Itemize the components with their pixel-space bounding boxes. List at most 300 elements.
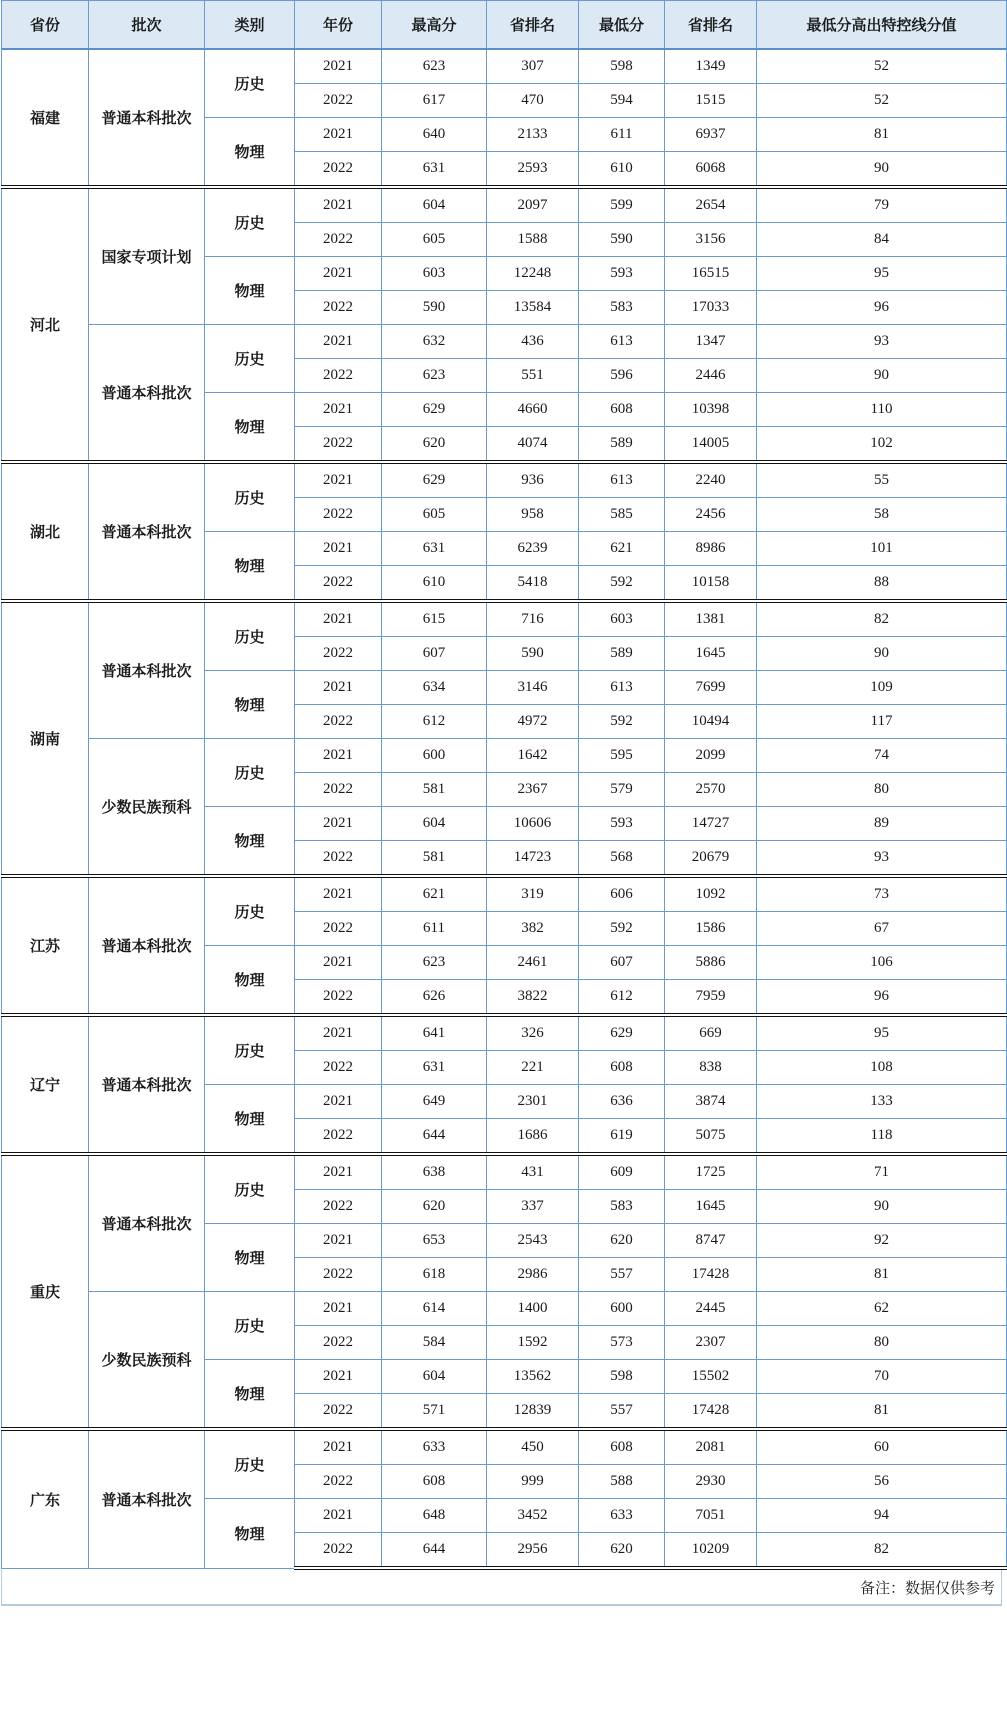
category-cell: 物理 — [205, 1499, 295, 1569]
year-cell: 2021 — [295, 118, 382, 152]
max-rank-cell: 431 — [487, 1154, 579, 1190]
year-cell: 2022 — [295, 359, 382, 393]
year-cell: 2021 — [295, 946, 382, 980]
year-cell: 2022 — [295, 841, 382, 877]
category-cell: 历史 — [205, 601, 295, 671]
min-score-cell: 557 — [579, 1394, 665, 1430]
min-score-cell: 593 — [579, 807, 665, 841]
year-cell: 2021 — [295, 1429, 382, 1465]
min-rank-cell: 2081 — [665, 1429, 757, 1465]
max-score-cell: 611 — [382, 912, 487, 946]
province-cell: 河北 — [2, 187, 89, 462]
min-rank-cell: 17033 — [665, 291, 757, 325]
min-rank-cell: 7051 — [665, 1499, 757, 1533]
min-rank-cell: 669 — [665, 1015, 757, 1051]
above-line-cell: 133 — [757, 1085, 1007, 1119]
above-line-cell: 74 — [757, 739, 1007, 773]
batch-cell: 少数民族预科 — [89, 1292, 205, 1430]
min-rank-cell: 7959 — [665, 980, 757, 1016]
above-line-cell: 88 — [757, 566, 1007, 602]
min-rank-cell: 1586 — [665, 912, 757, 946]
min-score-cell: 610 — [579, 152, 665, 188]
above-line-cell: 101 — [757, 532, 1007, 566]
max-rank-cell: 470 — [487, 84, 579, 118]
max-rank-cell: 2543 — [487, 1224, 579, 1258]
max-rank-cell: 2097 — [487, 187, 579, 223]
year-cell: 2021 — [295, 49, 382, 84]
year-cell: 2021 — [295, 876, 382, 912]
above-line-cell: 70 — [757, 1360, 1007, 1394]
category-cell: 历史 — [205, 739, 295, 807]
min-score-cell: 557 — [579, 1258, 665, 1292]
min-score-cell: 608 — [579, 1051, 665, 1085]
min-rank-cell: 10398 — [665, 393, 757, 427]
max-rank-cell: 551 — [487, 359, 579, 393]
min-rank-cell: 1347 — [665, 325, 757, 359]
max-score-cell: 644 — [382, 1533, 487, 1569]
min-score-cell: 568 — [579, 841, 665, 877]
max-score-cell: 608 — [382, 1465, 487, 1499]
year-cell: 2021 — [295, 1085, 382, 1119]
year-cell: 2022 — [295, 84, 382, 118]
year-cell: 2022 — [295, 980, 382, 1016]
min-rank-cell: 10209 — [665, 1533, 757, 1569]
max-score-cell: 633 — [382, 1429, 487, 1465]
max-score-cell: 605 — [382, 223, 487, 257]
table-row — [2, 49, 1007, 84]
min-score-cell: 589 — [579, 637, 665, 671]
min-rank-cell: 1645 — [665, 1190, 757, 1224]
min-score-cell: 592 — [579, 566, 665, 602]
max-rank-cell: 2133 — [487, 118, 579, 152]
province-cell: 江苏 — [2, 876, 89, 1015]
max-rank-cell: 326 — [487, 1015, 579, 1051]
batch-cell: 普通本科批次 — [89, 49, 205, 187]
category-cell: 物理 — [205, 257, 295, 325]
table-row — [2, 1292, 1007, 1326]
max-rank-cell: 2301 — [487, 1085, 579, 1119]
max-rank-cell: 319 — [487, 876, 579, 912]
max-rank-cell: 337 — [487, 1190, 579, 1224]
category-cell: 历史 — [205, 1292, 295, 1360]
max-score-cell: 623 — [382, 49, 487, 84]
min-score-cell: 613 — [579, 325, 665, 359]
max-rank-cell: 221 — [487, 1051, 579, 1085]
max-score-cell: 621 — [382, 876, 487, 912]
max-rank-cell: 3146 — [487, 671, 579, 705]
max-rank-cell: 2956 — [487, 1533, 579, 1569]
max-rank-cell: 4074 — [487, 427, 579, 463]
above-line-cell: 73 — [757, 876, 1007, 912]
year-cell: 2022 — [295, 1326, 382, 1360]
min-rank-cell: 5075 — [665, 1119, 757, 1155]
above-line-cell: 60 — [757, 1429, 1007, 1465]
min-score-cell: 573 — [579, 1326, 665, 1360]
min-score-cell: 620 — [579, 1533, 665, 1569]
max-score-cell: 590 — [382, 291, 487, 325]
min-rank-cell: 8986 — [665, 532, 757, 566]
min-score-cell: 599 — [579, 187, 665, 223]
max-rank-cell: 936 — [487, 462, 579, 498]
above-line-cell: 56 — [757, 1465, 1007, 1499]
max-rank-cell: 3822 — [487, 980, 579, 1016]
max-score-cell: 600 — [382, 739, 487, 773]
max-score-cell: 605 — [382, 498, 487, 532]
max-score-cell: 653 — [382, 1224, 487, 1258]
max-rank-cell: 1642 — [487, 739, 579, 773]
max-rank-cell: 2593 — [487, 152, 579, 188]
table-row — [2, 601, 1007, 637]
year-cell: 2022 — [295, 291, 382, 325]
max-rank-cell: 958 — [487, 498, 579, 532]
year-cell: 2021 — [295, 257, 382, 291]
batch-cell: 普通本科批次 — [89, 601, 205, 739]
above-line-cell: 62 — [757, 1292, 1007, 1326]
above-line-cell: 84 — [757, 223, 1007, 257]
above-line-cell: 80 — [757, 773, 1007, 807]
min-rank-cell: 1725 — [665, 1154, 757, 1190]
max-rank-cell: 436 — [487, 325, 579, 359]
max-score-cell: 581 — [382, 841, 487, 877]
min-score-cell: 608 — [579, 393, 665, 427]
above-line-cell: 58 — [757, 498, 1007, 532]
max-score-cell: 603 — [382, 257, 487, 291]
min-rank-cell: 2570 — [665, 773, 757, 807]
category-cell: 历史 — [205, 187, 295, 257]
batch-cell: 普通本科批次 — [89, 1015, 205, 1154]
year-cell: 2022 — [295, 1394, 382, 1430]
max-rank-cell: 4972 — [487, 705, 579, 739]
max-score-cell: 617 — [382, 84, 487, 118]
table-header-row — [2, 1, 1007, 50]
min-rank-cell: 2456 — [665, 498, 757, 532]
max-rank-cell: 2986 — [487, 1258, 579, 1292]
max-score-cell: 614 — [382, 1292, 487, 1326]
min-score-cell: 592 — [579, 705, 665, 739]
year-cell: 2022 — [295, 1258, 382, 1292]
category-cell: 物理 — [205, 532, 295, 602]
above-line-cell: 81 — [757, 1394, 1007, 1430]
year-cell: 2022 — [295, 152, 382, 188]
above-line-cell: 110 — [757, 393, 1007, 427]
max-score-cell: 610 — [382, 566, 487, 602]
year-cell: 2022 — [295, 912, 382, 946]
min-rank-cell: 5886 — [665, 946, 757, 980]
category-cell: 历史 — [205, 462, 295, 532]
min-rank-cell: 1515 — [665, 84, 757, 118]
category-cell: 历史 — [205, 1154, 295, 1224]
min-score-cell: 598 — [579, 1360, 665, 1394]
min-rank-cell: 17428 — [665, 1394, 757, 1430]
max-score-cell: 623 — [382, 359, 487, 393]
max-score-cell: 623 — [382, 946, 487, 980]
max-rank-cell: 13584 — [487, 291, 579, 325]
category-cell: 历史 — [205, 49, 295, 118]
above-line-cell: 52 — [757, 84, 1007, 118]
min-rank-cell: 20679 — [665, 841, 757, 877]
max-score-cell: 631 — [382, 152, 487, 188]
above-line-cell: 95 — [757, 257, 1007, 291]
province-cell: 湖南 — [2, 601, 89, 876]
header-max-score: 最高分 — [382, 1, 487, 50]
min-rank-cell: 7699 — [665, 671, 757, 705]
year-cell: 2022 — [295, 773, 382, 807]
category-cell: 物理 — [205, 1360, 295, 1430]
min-rank-cell: 2307 — [665, 1326, 757, 1360]
year-cell: 2022 — [295, 498, 382, 532]
max-score-cell: 634 — [382, 671, 487, 705]
category-cell: 历史 — [205, 876, 295, 946]
category-cell: 物理 — [205, 118, 295, 188]
max-score-cell: 615 — [382, 601, 487, 637]
max-score-cell: 649 — [382, 1085, 487, 1119]
min-rank-cell: 1381 — [665, 601, 757, 637]
min-score-cell: 620 — [579, 1224, 665, 1258]
table-row — [2, 462, 1007, 498]
above-line-cell: 102 — [757, 427, 1007, 463]
table-row — [2, 1015, 1007, 1051]
category-cell: 物理 — [205, 946, 295, 1016]
min-score-cell: 594 — [579, 84, 665, 118]
min-rank-cell: 2445 — [665, 1292, 757, 1326]
above-line-cell: 106 — [757, 946, 1007, 980]
year-cell: 2021 — [295, 807, 382, 841]
category-cell: 历史 — [205, 325, 295, 393]
year-cell: 2022 — [295, 1119, 382, 1155]
min-score-cell: 629 — [579, 1015, 665, 1051]
max-score-cell: 638 — [382, 1154, 487, 1190]
max-rank-cell: 3452 — [487, 1499, 579, 1533]
min-rank-cell: 2446 — [665, 359, 757, 393]
year-cell: 2021 — [295, 601, 382, 637]
max-score-cell: 604 — [382, 807, 487, 841]
above-line-cell: 67 — [757, 912, 1007, 946]
max-score-cell: 620 — [382, 427, 487, 463]
max-score-cell: 604 — [382, 187, 487, 223]
min-rank-cell: 6068 — [665, 152, 757, 188]
max-rank-cell: 307 — [487, 49, 579, 84]
batch-cell: 普通本科批次 — [89, 1429, 205, 1568]
province-cell: 辽宁 — [2, 1015, 89, 1154]
min-score-cell: 608 — [579, 1429, 665, 1465]
min-rank-cell: 10158 — [665, 566, 757, 602]
year-cell: 2022 — [295, 1533, 382, 1569]
category-cell: 物理 — [205, 1085, 295, 1155]
min-score-cell: 613 — [579, 462, 665, 498]
max-rank-cell: 5418 — [487, 566, 579, 602]
above-line-cell: 55 — [757, 462, 1007, 498]
max-rank-cell: 1400 — [487, 1292, 579, 1326]
max-score-cell: 631 — [382, 1051, 487, 1085]
table-row — [2, 1154, 1007, 1190]
category-cell: 物理 — [205, 807, 295, 877]
min-rank-cell: 15502 — [665, 1360, 757, 1394]
max-score-cell: 607 — [382, 637, 487, 671]
year-cell: 2021 — [295, 1499, 382, 1533]
year-cell: 2021 — [295, 1360, 382, 1394]
province-cell: 广东 — [2, 1429, 89, 1568]
max-score-cell: 618 — [382, 1258, 487, 1292]
header-province: 省份 — [2, 1, 89, 50]
year-cell: 2022 — [295, 427, 382, 463]
min-rank-cell: 6937 — [665, 118, 757, 152]
above-line-cell: 82 — [757, 1533, 1007, 1569]
year-cell: 2021 — [295, 532, 382, 566]
batch-cell: 国家专项计划 — [89, 187, 205, 325]
max-score-cell: 644 — [382, 1119, 487, 1155]
year-cell: 2021 — [295, 325, 382, 359]
year-cell: 2022 — [295, 705, 382, 739]
category-cell: 历史 — [205, 1015, 295, 1085]
category-cell: 物理 — [205, 393, 295, 463]
min-rank-cell: 2654 — [665, 187, 757, 223]
min-rank-cell: 2930 — [665, 1465, 757, 1499]
year-cell: 2022 — [295, 637, 382, 671]
above-line-cell: 90 — [757, 359, 1007, 393]
max-rank-cell: 14723 — [487, 841, 579, 877]
year-cell: 2021 — [295, 1292, 382, 1326]
max-rank-cell: 1588 — [487, 223, 579, 257]
above-line-cell: 109 — [757, 671, 1007, 705]
max-rank-cell: 12248 — [487, 257, 579, 291]
above-line-cell: 117 — [757, 705, 1007, 739]
min-rank-cell: 2240 — [665, 462, 757, 498]
table-body — [2, 49, 1007, 1568]
min-score-cell: 613 — [579, 671, 665, 705]
year-cell: 2021 — [295, 393, 382, 427]
above-line-cell: 82 — [757, 601, 1007, 637]
province-cell: 福建 — [2, 49, 89, 187]
max-score-cell: 626 — [382, 980, 487, 1016]
max-score-cell: 581 — [382, 773, 487, 807]
min-rank-cell: 14727 — [665, 807, 757, 841]
header-category: 类别 — [205, 1, 295, 50]
min-score-cell: 600 — [579, 1292, 665, 1326]
above-line-cell: 80 — [757, 1326, 1007, 1360]
max-score-cell: 584 — [382, 1326, 487, 1360]
min-score-cell: 583 — [579, 291, 665, 325]
max-rank-cell: 1592 — [487, 1326, 579, 1360]
min-rank-cell: 3156 — [665, 223, 757, 257]
min-score-cell: 636 — [579, 1085, 665, 1119]
min-score-cell: 583 — [579, 1190, 665, 1224]
above-line-cell: 96 — [757, 291, 1007, 325]
min-score-cell: 619 — [579, 1119, 665, 1155]
year-cell: 2022 — [295, 566, 382, 602]
above-line-cell: 92 — [757, 1224, 1007, 1258]
min-rank-cell: 8747 — [665, 1224, 757, 1258]
min-score-cell: 611 — [579, 118, 665, 152]
above-line-cell: 93 — [757, 325, 1007, 359]
category-cell: 历史 — [205, 1429, 295, 1499]
table-row — [2, 1429, 1007, 1465]
year-cell: 2021 — [295, 671, 382, 705]
max-rank-cell: 382 — [487, 912, 579, 946]
batch-cell: 普通本科批次 — [89, 1154, 205, 1292]
table-row — [2, 325, 1007, 359]
min-rank-cell: 17428 — [665, 1258, 757, 1292]
min-score-cell: 579 — [579, 773, 665, 807]
header-min-rank: 省排名 — [665, 1, 757, 50]
admission-score-table — [1, 0, 1007, 1570]
year-cell: 2021 — [295, 187, 382, 223]
min-rank-cell: 16515 — [665, 257, 757, 291]
above-line-cell: 93 — [757, 841, 1007, 877]
min-score-cell: 633 — [579, 1499, 665, 1533]
min-score-cell: 607 — [579, 946, 665, 980]
max-score-cell: 648 — [382, 1499, 487, 1533]
min-rank-cell: 838 — [665, 1051, 757, 1085]
min-rank-cell: 1092 — [665, 876, 757, 912]
above-line-cell: 71 — [757, 1154, 1007, 1190]
above-line-cell: 95 — [757, 1015, 1007, 1051]
year-cell: 2021 — [295, 1224, 382, 1258]
header-max-rank: 省排名 — [487, 1, 579, 50]
min-score-cell: 588 — [579, 1465, 665, 1499]
table-row — [2, 876, 1007, 912]
batch-cell: 普通本科批次 — [89, 325, 205, 463]
min-score-cell: 589 — [579, 427, 665, 463]
year-cell: 2021 — [295, 1154, 382, 1190]
max-rank-cell: 1686 — [487, 1119, 579, 1155]
max-score-cell: 629 — [382, 393, 487, 427]
max-score-cell: 640 — [382, 118, 487, 152]
min-score-cell: 596 — [579, 359, 665, 393]
max-score-cell: 612 — [382, 705, 487, 739]
max-score-cell: 604 — [382, 1360, 487, 1394]
max-rank-cell: 12839 — [487, 1394, 579, 1430]
header-year: 年份 — [295, 1, 382, 50]
header-batch: 批次 — [89, 1, 205, 50]
max-score-cell: 641 — [382, 1015, 487, 1051]
max-rank-cell: 999 — [487, 1465, 579, 1499]
above-line-cell: 90 — [757, 152, 1007, 188]
above-line-cell: 89 — [757, 807, 1007, 841]
year-cell: 2021 — [295, 739, 382, 773]
year-cell: 2022 — [295, 1465, 382, 1499]
batch-cell: 少数民族预科 — [89, 739, 205, 877]
min-rank-cell: 1645 — [665, 637, 757, 671]
min-score-cell: 590 — [579, 223, 665, 257]
above-line-cell: 96 — [757, 980, 1007, 1016]
max-rank-cell: 13562 — [487, 1360, 579, 1394]
min-score-cell: 621 — [579, 532, 665, 566]
province-cell: 湖北 — [2, 462, 89, 601]
min-rank-cell: 10494 — [665, 705, 757, 739]
min-score-cell: 609 — [579, 1154, 665, 1190]
header-above-line: 最低分高出特控线分值 — [757, 1, 1007, 50]
batch-cell: 普通本科批次 — [89, 876, 205, 1015]
header-min-score: 最低分 — [579, 1, 665, 50]
above-line-cell: 108 — [757, 1051, 1007, 1085]
year-cell: 2022 — [295, 1190, 382, 1224]
min-score-cell: 598 — [579, 49, 665, 84]
above-line-cell: 81 — [757, 118, 1007, 152]
year-cell: 2021 — [295, 462, 382, 498]
max-rank-cell: 716 — [487, 601, 579, 637]
above-line-cell: 90 — [757, 637, 1007, 671]
min-score-cell: 592 — [579, 912, 665, 946]
min-score-cell: 606 — [579, 876, 665, 912]
min-score-cell: 603 — [579, 601, 665, 637]
above-line-cell: 81 — [757, 1258, 1007, 1292]
above-line-cell: 79 — [757, 187, 1007, 223]
table-row — [2, 187, 1007, 223]
year-cell: 2021 — [295, 1015, 382, 1051]
category-cell: 物理 — [205, 1224, 295, 1292]
footer-note — [1, 1570, 1002, 1606]
max-rank-cell: 2367 — [487, 773, 579, 807]
